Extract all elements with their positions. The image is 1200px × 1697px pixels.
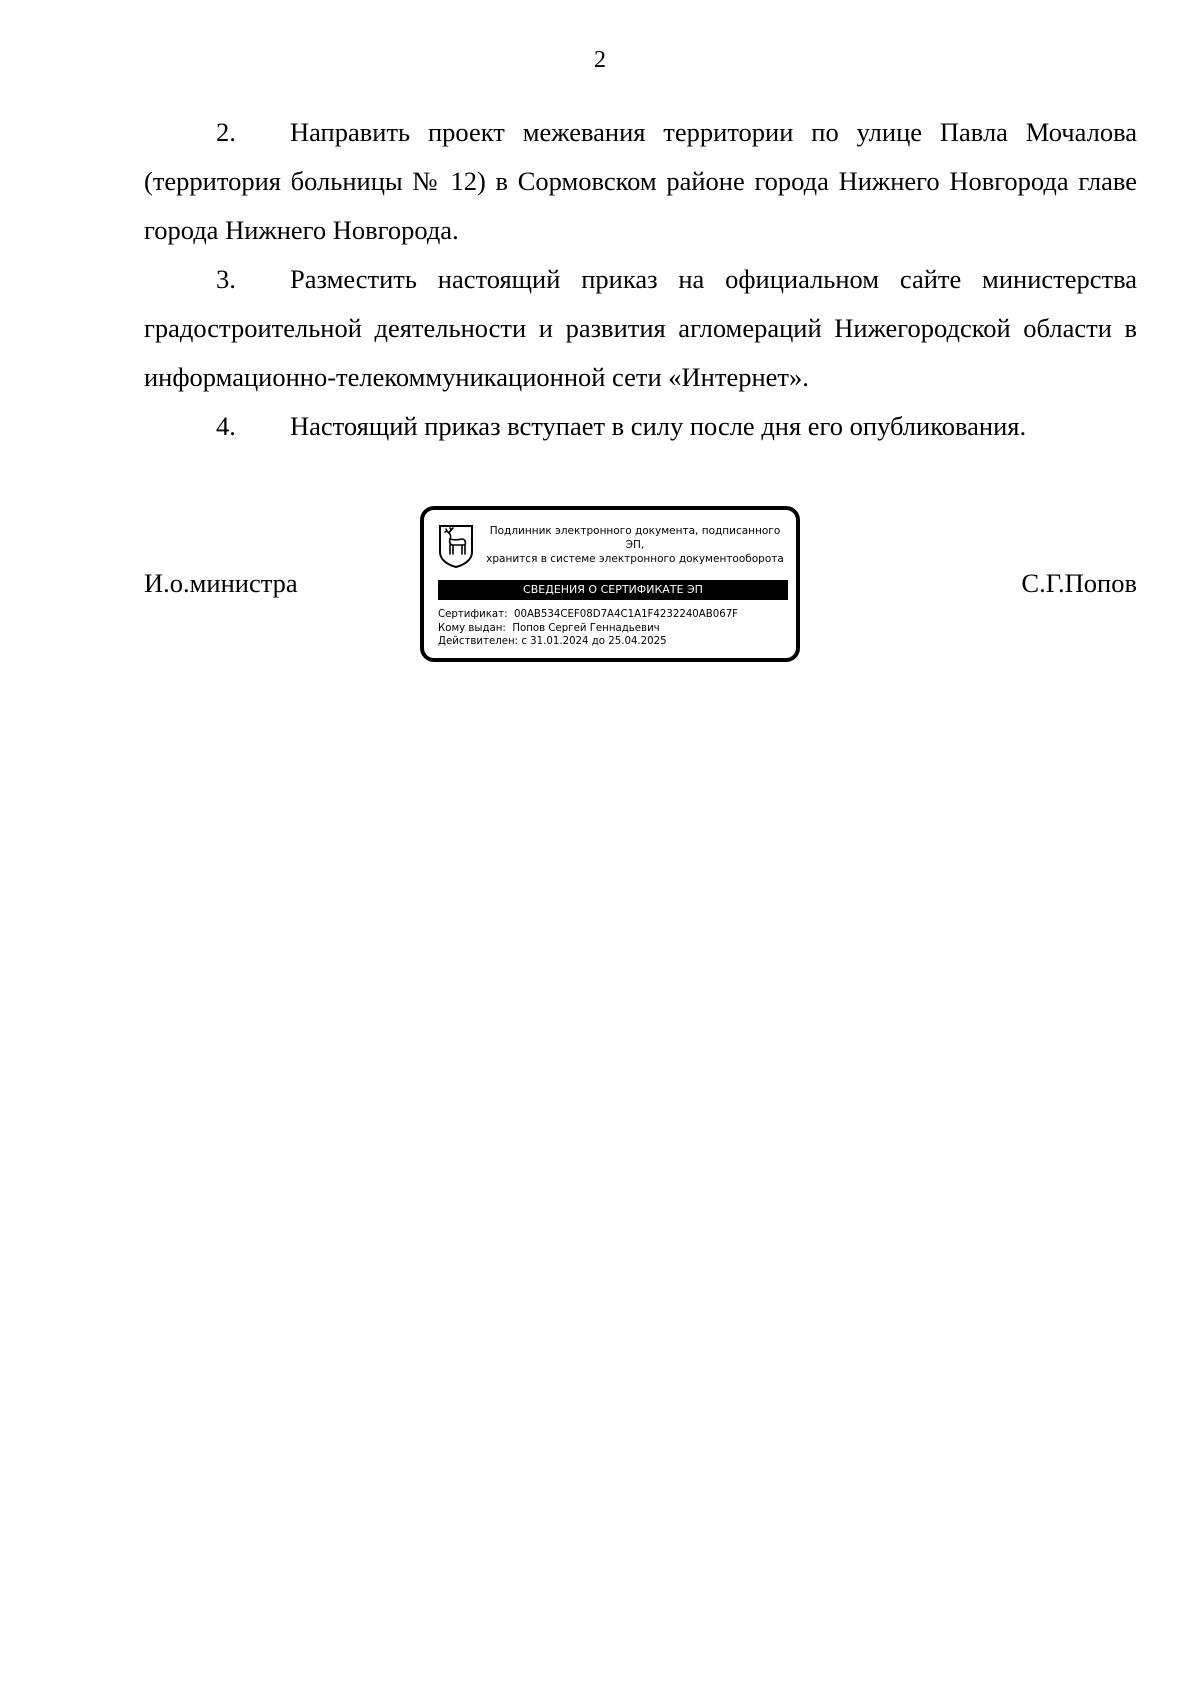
issued-to-label: Кому выдан: (438, 622, 506, 634)
paragraph-text: Направить проект межевания территории по улице Павла Мочалова (территория больницы № 12) в Сормовском районе города Нижнего Новгорода главе города Нижнего Новгорода. (144, 117, 1137, 245)
validity-label: Действителен: (438, 636, 519, 647)
deer-emblem-icon (438, 524, 474, 568)
validity-value: с 31.01.2024 до 25.04.2025 (521, 636, 667, 647)
certificate-label: Сертификат: (438, 609, 508, 620)
stamp-header (480, 524, 790, 566)
certificate-row (438, 608, 788, 622)
validity-row (438, 635, 788, 649)
electronic-signature-stamp (420, 506, 800, 662)
stamp-header-line1: Подлинник электронного документа, подписанного ЭП, (489, 525, 781, 551)
page-number: 2 (594, 47, 606, 73)
signature-block (144, 506, 1137, 670)
paragraph-number: 4. (216, 411, 236, 441)
certificate-value: 00AB534CEF08D7A4C1A1F4232240AB067F (513, 609, 739, 620)
signatory-title: И.о.министра (144, 568, 298, 598)
certificate-details (438, 608, 788, 649)
paragraph-3 (144, 255, 1137, 402)
paragraph-number: 3. (216, 264, 236, 294)
certificate-info-bar: СВЕДЕНИЯ О СЕРТИФИКАТЕ ЭП (438, 580, 788, 600)
paragraph-2 (144, 108, 1137, 255)
paragraph-4 (144, 402, 1137, 451)
issued-to-row (438, 622, 788, 636)
document-body (144, 108, 1137, 451)
paragraph-number: 2. (216, 117, 236, 147)
paragraph-text: Настоящий приказ вступает в силу после дня его опубликования. (290, 411, 1027, 441)
issued-to-value: Попов Сергей Геннадьевич (512, 622, 660, 634)
signatory-name: С.Г.Попов (1021, 568, 1137, 598)
paragraph-text: Разместить настоящий приказ на официальном сайте министерства градостроительной деятельности и развития агломераций Нижегородской области в информационно-телекоммуникационной сети «Интернет». (144, 264, 1137, 392)
stamp-header-line2: хранится в системе электронного документооборота (486, 553, 784, 565)
